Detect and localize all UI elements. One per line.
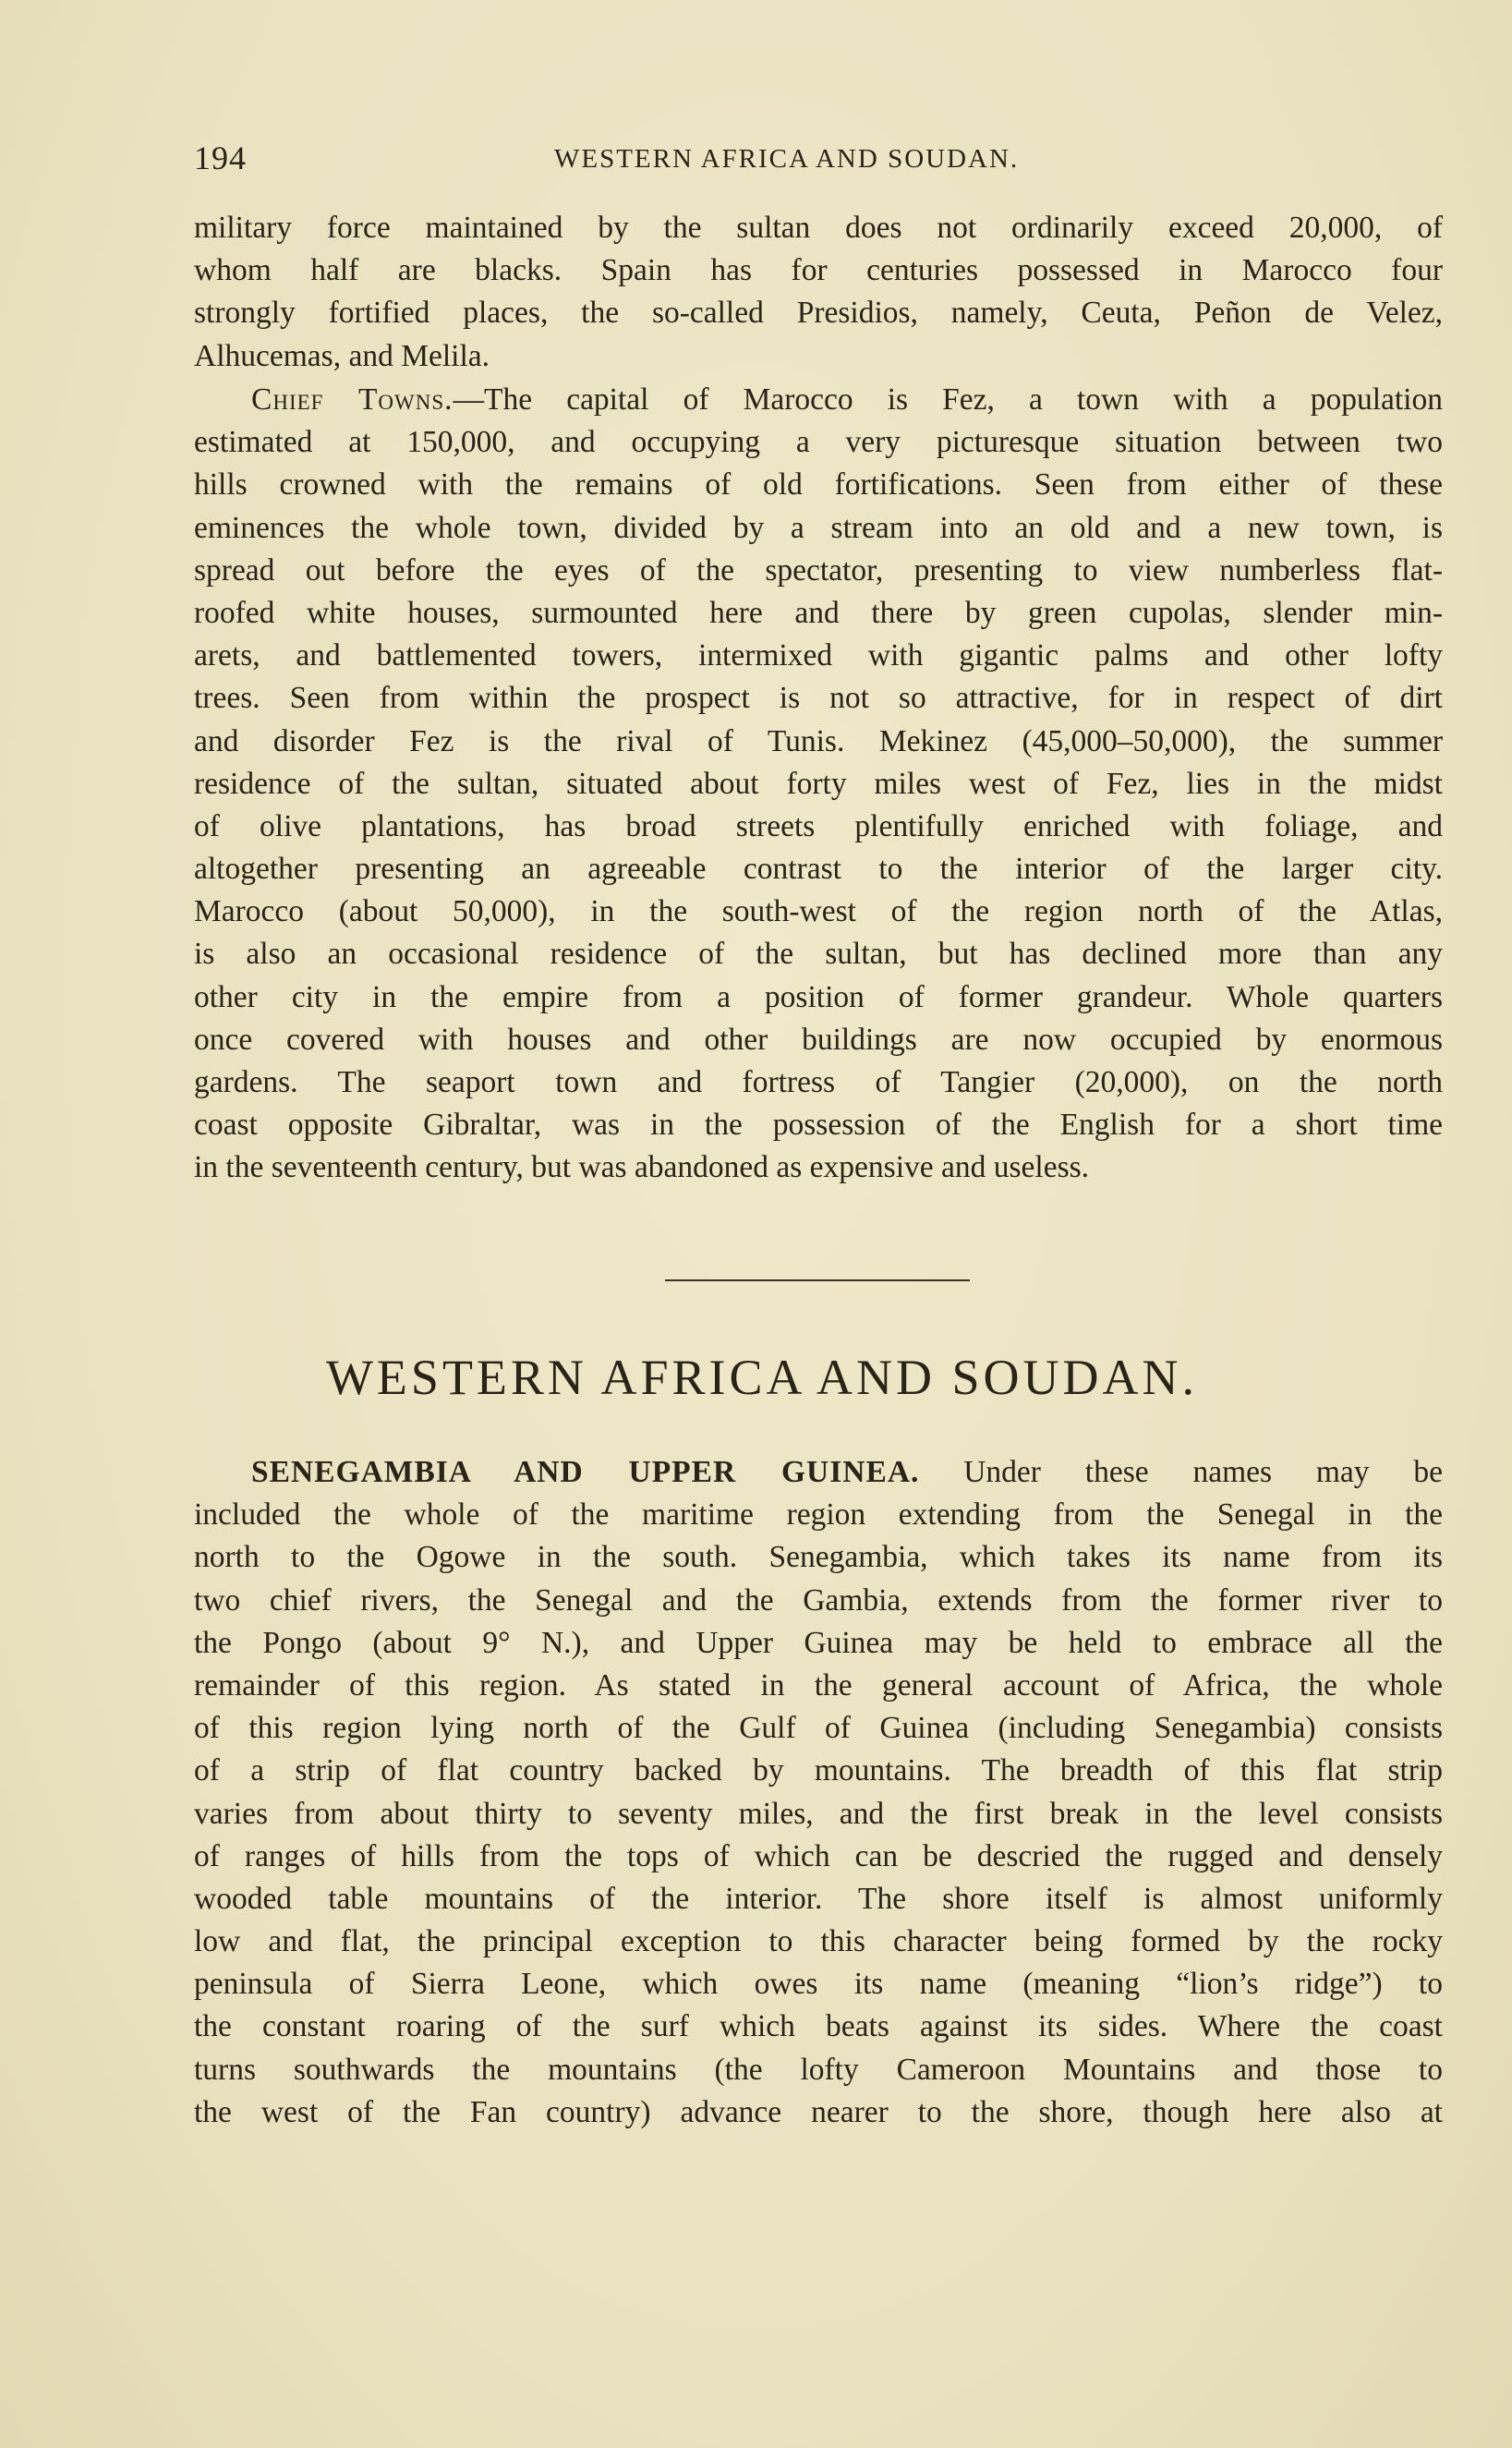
text-line: altogether presenting an agreeable contrast to the interior of the larger city. xyxy=(194,852,1443,887)
text-line: of a strip of flat country backed by mountains. The breadth of this flat strip xyxy=(194,1753,1443,1788)
text-line: the west of the Fan country) advance nearer to the shore, though here also at xyxy=(194,2094,1443,2129)
text-line: military force maintained by the sultan does not ordinarily exceed 20,000, of xyxy=(194,211,1443,245)
text-line: the constant roaring of the surf which beats against its sides. Where the coast xyxy=(194,2009,1443,2044)
text-line: whom half are blacks. Spain has for centuries possessed in Marocco four xyxy=(194,253,1443,288)
running-head-title: WESTERN AFRICA AND SOUDAN. xyxy=(554,144,1020,174)
text-line: coast opposite Gibraltar, was in the possession of the English for a short time xyxy=(194,1108,1443,1143)
paragraph-chief-towns xyxy=(194,379,1443,1190)
text-run: Under these names may be xyxy=(963,1455,1443,1489)
text-line: in the seventeenth century, but was abandoned as expensive and useless. xyxy=(194,1150,1090,1185)
text-line: of ranges of hills from the tops of which can be descried the rugged and densely xyxy=(194,1838,1443,1873)
text-line: eminences the whole town, divided by a stream into an old and a new town, is xyxy=(194,510,1443,545)
text-line: is also an occasional residence of the sultan, but has declined more than any xyxy=(194,937,1443,972)
text-line: of this region lying north of the Gulf of Guinea (including Senegambia) consists xyxy=(194,1711,1443,1746)
text-line-first xyxy=(194,379,1443,421)
text-line: of olive plantations, has broad streets plentifully enriched with foliage, and xyxy=(194,808,1443,843)
section-divider-rule xyxy=(665,1279,970,1281)
running-head xyxy=(194,139,1330,185)
text-line: remainder of this region. As stated in the general account of Africa, the whole xyxy=(194,1667,1443,1703)
text-line: spread out before the eyes of the spectator, presenting to view numberless flat- xyxy=(194,552,1443,588)
text-line: hills crowned with the remains of old fortifications. Seen from either of these xyxy=(194,467,1443,503)
text-line: two chief rivers, the Senegal and the Gambia, extends from the former river to xyxy=(194,1582,1443,1618)
text-line: residence of the sultan, situated about forty miles west of Fez, lies in the midst xyxy=(194,766,1443,801)
section-title: WESTERN AFRICA AND SOUDAN. xyxy=(325,1350,1199,1405)
text-line: estimated at 150,000, and occupying a very picturesque situation between two xyxy=(194,425,1443,460)
text-line: peninsula of Sierra Leone, which owes its name (meaning “lion’s ridge”) to xyxy=(194,1967,1443,2002)
text-line: arets, and battlemented towers, intermixed with gigantic palms and other lofty xyxy=(194,638,1443,673)
text-line: included the whole of the maritime region extending from the Senegal in the xyxy=(194,1497,1443,1533)
text-line: Marocco (about 50,000), in the south-west of the region north of the Atlas, xyxy=(194,894,1443,929)
text-line: varies from about thirty to seventy miles, and the first break in the level consists xyxy=(194,1796,1443,1831)
text-line: other city in the empire from a position of former grandeur. Whole quarters xyxy=(194,979,1443,1014)
text-line: turns southwards the mountains (the lofty Cameroon Mountains and those to xyxy=(194,2052,1443,2087)
text-line: strongly fortified places, the so-called Presidios, namely, Ceuta, Peñon de Velez, xyxy=(194,296,1443,331)
text-line: north to the Ogowe in the south. Senegambia, which takes its name from its xyxy=(194,1540,1443,1575)
text-line: and disorder Fez is the rival of Tunis. Mekinez (45,000–50,000), the summer xyxy=(194,723,1443,758)
text-line: low and flat, the principal exception to this character being formed by the rocky xyxy=(194,1924,1443,1959)
paragraph-senegambia xyxy=(194,1451,1443,2134)
text-line: the Pongo (about 9° N.), and Upper Guinea may be held to embrace all the xyxy=(194,1625,1443,1660)
paragraph-military-force xyxy=(194,207,1443,378)
text-line: once covered with houses and other buildings are now occupied by enormous xyxy=(194,1022,1443,1057)
text-line: wooded table mountains of the interior. The shore itself is almost uniformly xyxy=(194,1881,1443,1916)
text-line-first xyxy=(194,1451,1443,1494)
run-in-heading-chief-towns: Chief Towns. xyxy=(251,382,454,417)
text-line: gardens. The seaport town and fortress of Tangier (20,000), on the north xyxy=(194,1065,1443,1099)
text-line: Alhucemas, and Melila. xyxy=(194,338,490,373)
run-in-heading-senegambia: SENEGAMBIA AND UPPER GUINEA. xyxy=(251,1455,920,1489)
text-line: roofed white houses, surmounted here and there by green cupolas, slender min- xyxy=(194,595,1443,630)
text-line: trees. Seen from within the prospect is not so attractive, for in respect of dirt xyxy=(194,681,1443,716)
text-run: —The capital of Marocco is Fez, a town with a population xyxy=(453,382,1443,417)
page-number: 194 xyxy=(194,139,247,176)
